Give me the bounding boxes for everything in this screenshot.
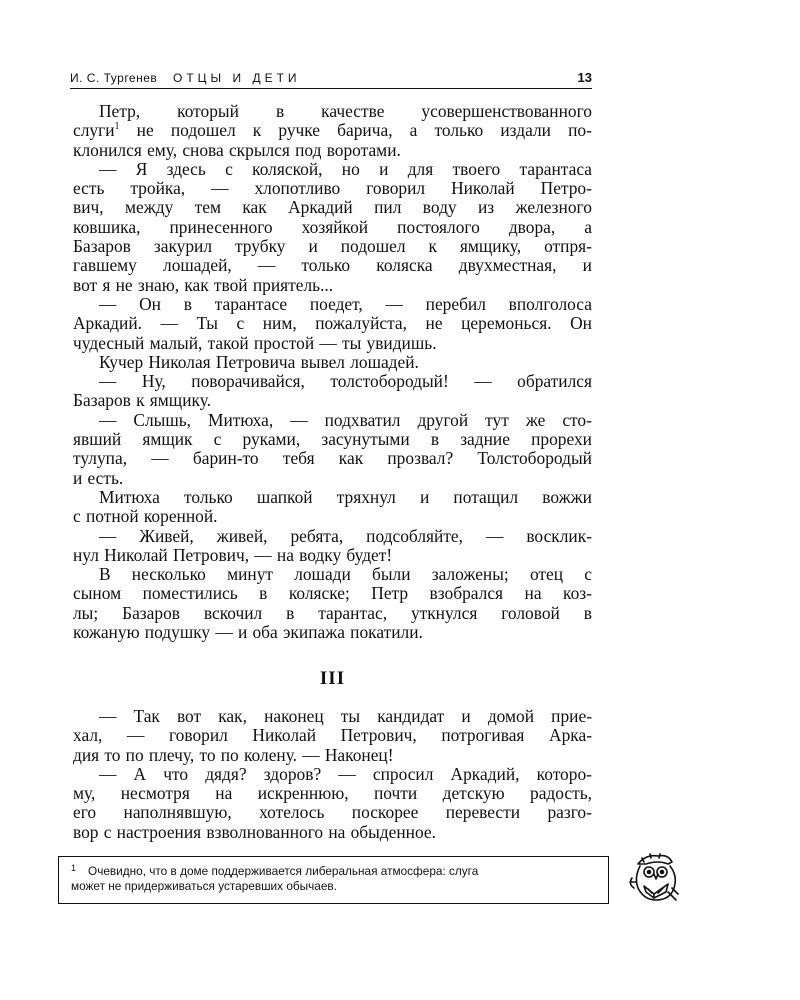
text-line — [73, 469, 592, 488]
word: в — [259, 583, 268, 604]
word: скрылся — [228, 139, 290, 160]
word: — — [302, 744, 320, 765]
text-line — [73, 784, 592, 803]
word: перевести — [445, 802, 521, 823]
word: Арка- — [549, 725, 592, 746]
word: между — [125, 197, 174, 218]
word: кожаную — [73, 622, 140, 643]
word: ямщик — [142, 429, 193, 450]
word: Петр — [371, 583, 409, 604]
word: подхватил — [324, 409, 401, 430]
word: покатили. — [350, 622, 423, 643]
text-line — [73, 546, 592, 565]
word: что — [163, 763, 189, 784]
word: хотелось — [259, 802, 325, 823]
text-line — [73, 565, 592, 584]
word: настроения — [116, 821, 202, 842]
word: радость, — [530, 783, 592, 804]
word: — — [485, 525, 504, 546]
word: ямщику, — [459, 236, 522, 257]
word: — — [99, 409, 117, 430]
chapter-heading: III — [319, 668, 346, 689]
word: головой — [501, 602, 560, 623]
footnote — [58, 856, 609, 904]
word: водку — [299, 544, 342, 565]
word: разго- — [547, 802, 592, 823]
word: на — [276, 544, 294, 565]
word: Кучер — [99, 351, 144, 372]
word: Николай — [451, 178, 515, 199]
word: другой — [417, 409, 469, 430]
word: твой — [213, 274, 248, 295]
word: Аркадий — [288, 197, 353, 218]
word: ковшика, — [73, 216, 141, 237]
word: Аркадий, — [450, 763, 520, 784]
word: которо- — [536, 763, 592, 784]
text-line — [73, 353, 592, 372]
word: ним, — [262, 313, 297, 334]
word: только — [184, 486, 233, 507]
word: тройка, — [130, 178, 186, 199]
word: Базаров — [122, 602, 180, 623]
word: — — [126, 725, 145, 746]
word: лошади — [294, 564, 351, 585]
word: обыденное. — [350, 821, 436, 842]
word: с — [73, 506, 81, 527]
word: взобрался — [429, 583, 504, 604]
word: шапкой — [256, 486, 313, 507]
word: на — [328, 821, 346, 842]
word: только — [434, 120, 484, 141]
word: Наконец! — [324, 744, 394, 765]
word: — — [99, 525, 117, 546]
word: тарантаса — [519, 158, 592, 179]
word: и — [237, 622, 248, 643]
word: Николай — [252, 725, 317, 746]
word: не — [136, 120, 154, 141]
word: подсобляйте, — [366, 525, 464, 546]
word: Петрович, — [340, 725, 417, 746]
word: и — [582, 255, 592, 276]
word: — — [160, 313, 178, 334]
word: прорехи — [531, 429, 592, 450]
word: пожалуйста, — [315, 313, 407, 334]
word: железного — [515, 197, 592, 218]
text-line — [73, 411, 592, 430]
word: здесь — [166, 158, 206, 179]
word: — — [385, 293, 403, 314]
text-line — [73, 449, 592, 468]
word: барича, — [337, 120, 393, 141]
body-text-block-1 — [73, 102, 592, 642]
text-line — [73, 584, 592, 603]
word: дия — [73, 744, 100, 765]
word: обратился — [517, 371, 592, 392]
word: Базаров — [73, 390, 131, 411]
text-line — [73, 237, 592, 256]
word: Толстобородый — [477, 448, 592, 469]
word: прозвал? — [387, 448, 454, 469]
body-text-block-2 — [73, 707, 592, 842]
text-line — [73, 256, 592, 275]
word: будет! — [346, 544, 393, 565]
word: задние — [460, 429, 510, 450]
page-number: 13 — [577, 70, 592, 85]
word: говорил — [366, 178, 426, 199]
word: воду — [422, 197, 457, 218]
word: сыном — [73, 583, 122, 604]
word: с — [584, 564, 592, 585]
word: живей, — [216, 525, 268, 546]
word: лошадей. — [350, 351, 419, 372]
word: заложены; — [431, 564, 509, 585]
word: простой — [253, 332, 315, 353]
word: спросил — [372, 763, 434, 784]
word: — — [151, 448, 169, 469]
word: восклик- — [526, 525, 592, 546]
word: — — [99, 763, 117, 784]
word: с — [103, 821, 112, 842]
word: засунутыми — [321, 429, 410, 450]
word: по- — [568, 120, 592, 141]
text-line — [73, 276, 592, 295]
word: тарантасе — [214, 293, 288, 314]
word: коз- — [563, 583, 592, 604]
word: вот — [176, 706, 202, 726]
word: малый, — [149, 332, 203, 353]
word: Он — [139, 293, 161, 314]
running-header — [70, 69, 592, 87]
word: — — [99, 371, 117, 392]
word: с — [236, 313, 245, 334]
word: коляске; — [288, 583, 350, 604]
word: Ну, — [141, 371, 166, 392]
word: Петро- — [540, 178, 592, 199]
word: — — [254, 544, 272, 565]
word: как — [242, 197, 267, 218]
word: Петровича — [215, 351, 296, 372]
word: по — [125, 744, 144, 765]
word: наполнявшую, — [123, 802, 232, 823]
word: ручке — [278, 120, 321, 141]
word: В — [99, 564, 111, 585]
text-line — [73, 121, 592, 140]
word: Слышь, — [133, 409, 192, 430]
word: А — [133, 763, 147, 784]
word: тулупа, — [73, 448, 128, 469]
text-line — [73, 488, 592, 507]
word: оба — [252, 622, 278, 643]
word: Николая — [148, 351, 211, 372]
text-line — [73, 604, 592, 623]
word: детскую — [442, 783, 505, 804]
word: перебил — [425, 293, 486, 314]
word: барин-то — [192, 448, 259, 469]
word: приятель... — [252, 274, 334, 295]
word: есть. — [87, 467, 124, 488]
word: Митюха, — [208, 409, 274, 430]
word: наконец — [264, 706, 324, 726]
word: Аркадий. — [73, 313, 142, 334]
word: — — [474, 371, 492, 392]
word — [73, 121, 120, 140]
word: — — [290, 409, 308, 430]
word: Базаров — [73, 236, 131, 257]
header-rule — [70, 88, 592, 89]
word: — — [257, 255, 276, 276]
word: твоего — [452, 158, 501, 179]
word: нул — [73, 544, 99, 565]
word: вывел — [300, 351, 345, 372]
word: поворачивайся, — [191, 371, 305, 392]
text-line — [73, 527, 592, 546]
text-line — [73, 179, 592, 198]
word: ты — [341, 332, 362, 353]
word: как — [184, 274, 209, 295]
word: были — [372, 564, 411, 585]
word: тем — [194, 197, 221, 218]
word: подушку — [144, 622, 211, 643]
word: как — [338, 448, 364, 469]
word: гавшему — [73, 255, 137, 276]
word: руками, — [242, 429, 301, 450]
word: как, — [218, 706, 247, 726]
text-line — [73, 372, 592, 391]
footnote-line-2: может не придерживаться устаревших обычаев. — [71, 879, 337, 893]
word: в — [430, 429, 440, 450]
word: ты — [340, 706, 361, 726]
word: потащил — [453, 486, 519, 507]
word: усовершенствованного — [421, 101, 592, 121]
word: поедет, — [309, 293, 363, 314]
text-line — [73, 765, 592, 784]
header-author: И. С. Тургенев — [70, 71, 158, 85]
word: клонился — [73, 139, 142, 160]
word: вот — [73, 274, 98, 295]
footnote-number: 1 — [71, 863, 77, 873]
word: минут — [227, 564, 273, 585]
word: не — [115, 274, 133, 295]
word: пил — [374, 197, 402, 218]
word: Петрович, — [172, 544, 250, 565]
word: хал, — [73, 725, 103, 746]
word: а — [409, 120, 418, 141]
word: двора, — [508, 216, 556, 237]
word: в — [583, 602, 592, 623]
word: в — [183, 293, 192, 314]
word: вор — [73, 821, 99, 842]
word: лошадей, — [163, 255, 232, 276]
word: — — [319, 332, 337, 353]
word: к — [136, 390, 145, 411]
word: говорил — [168, 725, 228, 746]
word: вскочил — [203, 602, 263, 623]
word: трубку — [234, 236, 286, 257]
word: экипажа — [282, 622, 345, 643]
footnote-line-1 — [71, 864, 598, 879]
word: на — [215, 783, 233, 804]
word: взволнованного — [206, 821, 324, 842]
word: ему, — [147, 139, 178, 160]
word: и — [461, 706, 471, 726]
text-line — [73, 430, 592, 449]
word: — — [99, 706, 117, 726]
word: увидишь. — [366, 332, 437, 353]
word: с — [213, 429, 222, 450]
word: то — [199, 744, 216, 765]
word: не — [425, 313, 443, 334]
word: коляской, — [252, 158, 323, 179]
word: снова — [182, 139, 224, 160]
word: — — [215, 622, 233, 643]
word: Живей, — [139, 525, 194, 546]
word: принесенного — [169, 216, 273, 237]
text-line — [73, 707, 592, 726]
word: издали — [500, 120, 551, 141]
text-line — [73, 726, 592, 745]
word: почти — [373, 783, 418, 804]
word: Так — [133, 706, 160, 726]
text-line — [73, 141, 592, 160]
word: колену. — [243, 744, 298, 765]
word: — — [99, 293, 117, 314]
word: но — [341, 158, 360, 179]
word: ребята, — [290, 525, 344, 546]
word: уткнулся — [410, 602, 478, 623]
word: вполголоса — [508, 293, 592, 314]
word: двухместная, — [458, 255, 557, 276]
word: подошел — [340, 236, 406, 257]
word: сто- — [562, 409, 592, 430]
footnote-text-1: Очевидно, что в доме поддерживается либеральная атмосфера: слуга — [88, 864, 479, 878]
word: тут — [485, 409, 509, 430]
word: воротами. — [326, 139, 401, 160]
word: лы; — [73, 602, 99, 623]
text-line — [73, 314, 592, 333]
text-line — [73, 803, 592, 822]
footnote-ref-marker: 1 — [114, 121, 120, 133]
word: который — [177, 101, 239, 121]
text-line — [73, 102, 592, 121]
word: же — [525, 409, 546, 430]
word: поскорее — [351, 802, 419, 823]
word: коляска — [376, 255, 433, 276]
word: тебя — [282, 448, 315, 469]
word: есть — [73, 178, 105, 199]
word: и — [419, 486, 430, 507]
word: к — [252, 120, 262, 141]
word: его — [73, 802, 97, 823]
word: потной — [85, 506, 139, 527]
word: домой — [487, 706, 535, 726]
word: кандидат — [377, 706, 445, 726]
header-book-title: ОТЦЫ И ДЕТИ — [173, 71, 301, 85]
word: коренной. — [143, 506, 218, 527]
word: вич, — [73, 197, 104, 218]
word: я — [102, 274, 111, 295]
word: в — [286, 602, 295, 623]
word: постоялого — [397, 216, 480, 237]
word: дядя? — [205, 763, 247, 784]
word: на — [524, 583, 542, 604]
word: отпря- — [544, 236, 592, 257]
word: ямщику. — [149, 390, 212, 411]
word: — — [211, 178, 229, 199]
word: отец — [529, 564, 564, 585]
word: тряхнул — [336, 486, 396, 507]
word: несколько — [131, 564, 206, 585]
word: Я — [135, 158, 148, 179]
text-line — [73, 218, 592, 237]
word: такой — [207, 332, 249, 353]
word: Ты — [196, 313, 218, 334]
word: подошел — [170, 120, 236, 141]
text-line — [73, 391, 592, 410]
word: тарантас, — [318, 602, 388, 623]
word: из — [478, 197, 495, 218]
word: несмотря — [120, 783, 190, 804]
word: му, — [73, 783, 96, 804]
text-line — [73, 295, 592, 314]
word-text: слуги — [73, 120, 115, 141]
word: прие- — [551, 706, 592, 726]
word: а — [584, 216, 592, 237]
reading-owl-icon — [624, 848, 684, 908]
word: Петр, — [99, 101, 141, 121]
word: плечу, — [148, 744, 195, 765]
word: по — [220, 744, 239, 765]
word: потрогивая — [441, 725, 525, 746]
word: и — [73, 467, 83, 488]
word: и — [379, 158, 389, 179]
word: Митюха — [99, 486, 160, 507]
word: чудесный — [73, 332, 145, 353]
word: поместились — [142, 583, 238, 604]
word: церемонься. — [461, 313, 552, 334]
word: явший — [73, 429, 122, 450]
word: — — [338, 763, 356, 784]
text-line — [73, 623, 592, 642]
word: качестве — [321, 101, 385, 121]
word: для — [407, 158, 434, 179]
text-line — [73, 823, 592, 842]
word: с — [225, 158, 233, 179]
word: хлопотливо — [254, 178, 341, 199]
word: здоров? — [263, 763, 322, 784]
text-line — [73, 198, 592, 217]
text-line — [73, 507, 592, 526]
word: к — [428, 236, 437, 257]
word: толстобородый! — [330, 371, 449, 392]
word: — — [99, 158, 117, 179]
text-line — [73, 160, 592, 179]
word: Николай — [104, 544, 168, 565]
word: только — [301, 255, 351, 276]
word: искреннюю, — [257, 783, 349, 804]
text-line — [73, 746, 592, 765]
word: закурил — [153, 236, 213, 257]
text-line — [73, 334, 592, 353]
word: под — [295, 139, 322, 160]
word: Он — [570, 313, 592, 334]
word: вожжи — [542, 486, 592, 507]
word: в — [275, 101, 285, 121]
word: то — [104, 744, 121, 765]
word: знаю, — [137, 274, 180, 295]
word: и — [308, 236, 318, 257]
word: хозяйкой — [301, 216, 369, 237]
